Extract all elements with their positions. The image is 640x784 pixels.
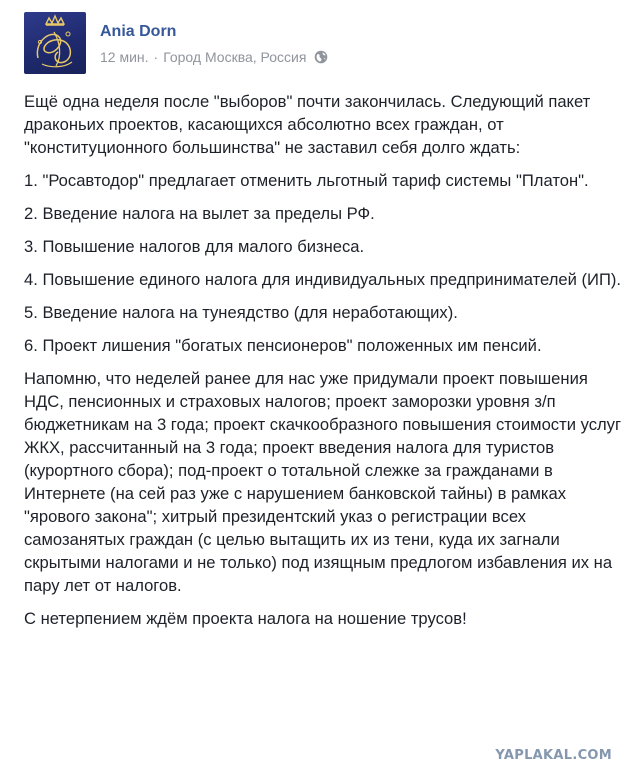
location-link[interactable]: Город Москва, Россия — [163, 49, 307, 65]
post-body — [24, 90, 624, 640]
list-item-2: 2. Введение налога на вылет за пределы РФ. — [24, 204, 375, 223]
timestamp-link[interactable]: 12 мин. — [100, 49, 149, 65]
monogram-crown-icon — [24, 12, 86, 74]
site-watermark: YAPLAKAL.COM — [495, 748, 612, 763]
post-paragraph-intro: Ещё одна неделя после "выборов" почти закончилась. Следующий пакет драконьих проектов, касающихся абсолютно всех граждан, от "конституционного большинства" не заставил себя долго ждать: — [24, 92, 591, 157]
list-item-1: 1. "Росавтодор" предлагает отменить льготный тариф системы "Платон". — [24, 171, 589, 190]
avatar[interactable] — [24, 12, 86, 74]
post-paragraph-reminder: Напомню, что неделей ранее для нас уже придумали проект повышения НДС, пенсионных и страховых налогов; проект заморозки уровня з/п бюджетникам на 3 года; проект скачкообразного повышения стоимости услуг ЖКХ, рассчитанный на 3 года; проект введения налога для туристов (курортного сбора); под-проект о тотальной слежке за гражданами в Интернете (на сей раз уже с нарушением банковской тайны) в рамках "ярового закона"; хитрый президентский указ о регистрации всех самозанятых граждан (с целью вытащить их из тени, куда их загнали скрытыми налогами и не только) под изящным предлогом избавления их на пару лет от налогов. — [24, 369, 622, 595]
post-subline — [100, 48, 328, 66]
post-header — [24, 12, 328, 76]
list-item-4: 4. Повышение единого налога для индивидуальных предпринимателей (ИП). — [24, 270, 622, 289]
post-meta — [100, 12, 328, 66]
globe-icon[interactable] — [314, 50, 328, 64]
author-name-link[interactable]: Ania Dorn — [100, 23, 177, 40]
separator-dot: · — [153, 49, 159, 65]
list-item-6: 6. Проект лишения "богатых пенсионеров" положенных им пенсий. — [24, 336, 542, 355]
post-paragraph-closing: С нетерпением ждём проекта налога на ношение трусов! — [24, 609, 467, 628]
list-item-3: 3. Повышение налогов для малого бизнеса. — [24, 237, 365, 256]
list-item-5: 5. Введение налога на тунеядство (для неработающих). — [24, 303, 458, 322]
